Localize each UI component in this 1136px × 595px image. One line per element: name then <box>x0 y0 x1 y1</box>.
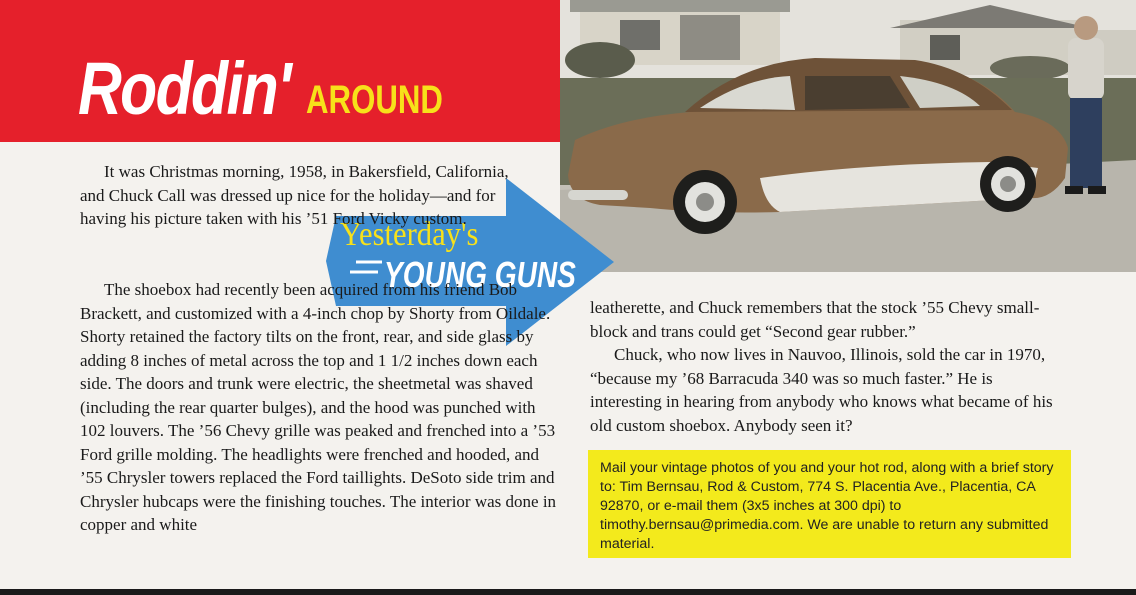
article-paragraph-3: Chuck, who now lives in Nauvoo, Illinois, sold the car in 1970, “because my ’68 Barracuda 340 was so much faster.” He is interesting in hearing from anybody who knows what became of his old custom shoebox. Anybody seen it? <box>590 345 1053 435</box>
title-main: Roddin' <box>78 47 290 130</box>
title-sub: AROUND <box>306 78 443 122</box>
article-column-2 <box>590 296 1060 437</box>
arrow-title-line1: Yesterday's <box>340 216 479 253</box>
submission-info-box: Mail your vintage photos of you and your hot rod, along with a brief story to: Tim Bernsau, Rod & Custom, 774 S. Placentia Ave., Placentia, CA 92870, or e-mail them (3x5 inches at 300 dpi) to timothy.bernsau@primedia.com. We are unable to return any submitted material. <box>588 450 1071 558</box>
article-paragraph-2-continued: leatherette, and Chuck remembers that the stock ’55 Chevy small-block and trans could get “Second gear rubber.” <box>590 298 1040 341</box>
article-paragraph-1: It was Christmas morning, 1958, in Bakersfield, California, and Chuck Call was dressed up nice for the holiday—and for having his picture taken with his ’51 Ford Vicky custom. <box>80 162 509 228</box>
arrow-title-line2: YOUNG GUNS <box>384 254 576 295</box>
page-title <box>78 47 443 130</box>
car-photo <box>560 0 1136 272</box>
article-paragraph-2: The shoebox had recently been acquired from his friend Bob Brackett, and customized with a 4-inch chop by Shorty from Oildale. Shorty retained the factory tilts on the front, rear, and side glass by adding 8 inches of metal across the top and 1 1/2 inches down each side. The doors and trunk were electric, the sheetmetal was shaved (including the rear quarter bulges), and the hood was punched with 102 louvers. The ’56 Chevy grille was peaked and frenched into a ’53 Ford grille molding. The headlights were frenched and hooded, and ’55 Chrysler towers replaced the Ford taillights. DeSoto side trim and Chrysler hubcaps were the finishing touches. The interior was done in copper and white <box>80 280 557 534</box>
bottom-rule <box>0 589 1136 595</box>
